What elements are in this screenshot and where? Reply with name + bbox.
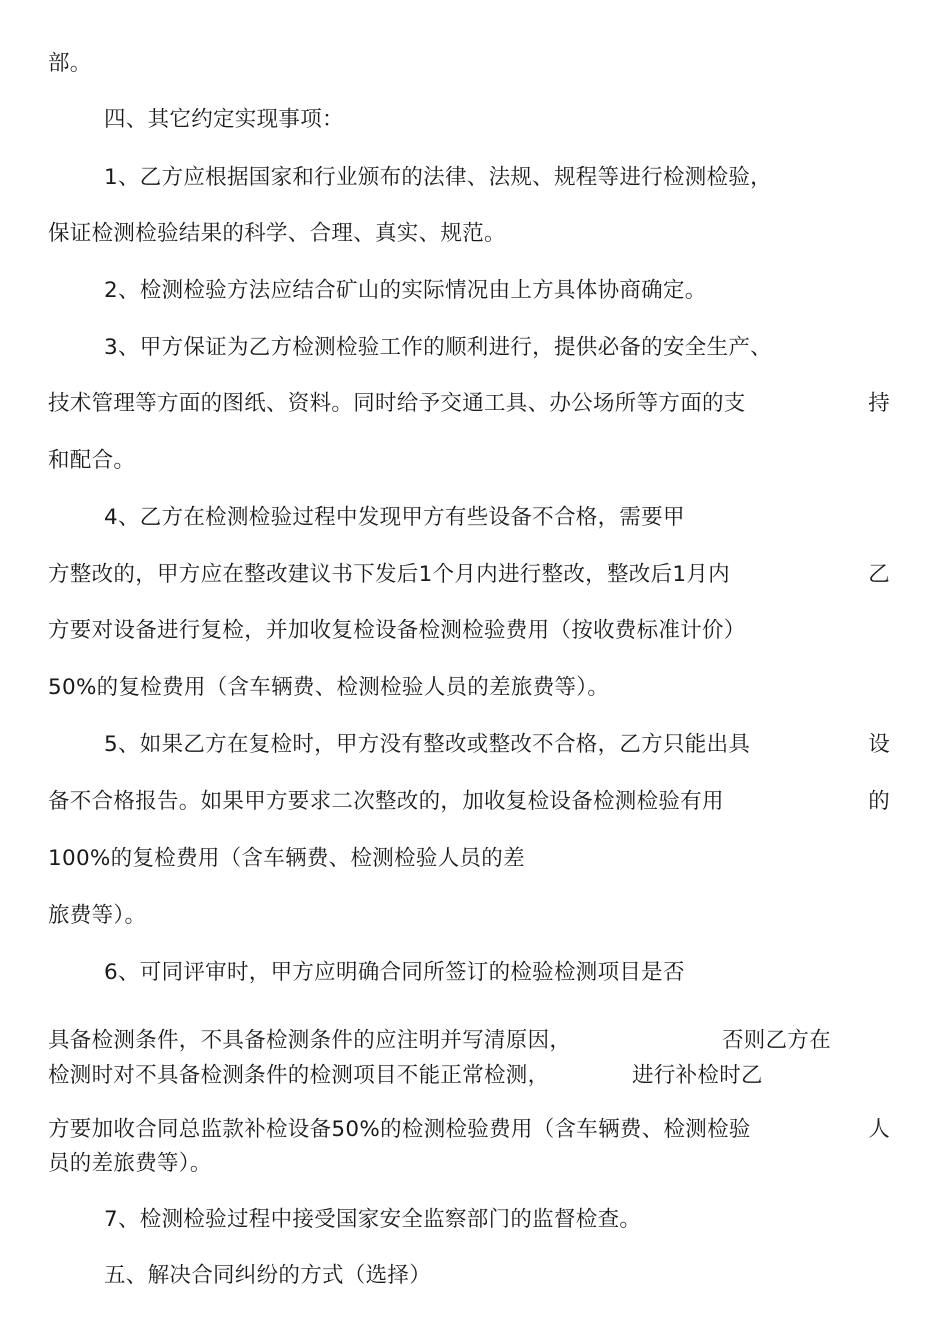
clause-2-line-1: 2、检测检验方法应结合矿山的实际情况由上方具体协商确定。 (104, 278, 707, 303)
clause-6-line-2-end: 否则乙方在 (722, 1028, 832, 1053)
clause-3-line-3: 和配合。 (48, 448, 136, 473)
clause-4-line-2 (48, 561, 890, 589)
clause-5-line-4: 旅费等）。 (48, 903, 147, 928)
clause-4-line-2-main: 方整改的，甲方应在整改建议书下发后1个月内进行整改，整改后1月内 (48, 562, 730, 587)
clause-5-line-2-main: 备不合格报告。如果甲方要求二次整改的，加收复检设备检测检验有用 (48, 789, 724, 814)
text-line: 部。 (48, 51, 92, 76)
clause-6-line-1: 6、可同评审时，甲方应明确合同所签订的检验检测项目是否 (104, 960, 685, 985)
clause-6-line-4-main: 方要加收合同总监款补检设备50%的检测检验费用（含车辆费、检测检验 (48, 1117, 751, 1142)
clause-3-line-1: 3、甲方保证为乙方检测检验工作的顺利进行，提供必备的安全生产、 (104, 335, 772, 360)
clause-5-line-3: 100%的复检费用（含车辆费、检测检验人员的差 (48, 846, 525, 871)
clause-4-line-4: 50%的复检费用（含车辆费、检测检验人员的差旅费等）。 (48, 675, 610, 700)
clause-5-line-2-end: 的 (868, 789, 890, 814)
clause-4-line-2-end: 乙 (868, 562, 890, 587)
section-heading-four: 四、其它约定实现事项： (104, 107, 344, 132)
clause-3-line-2-main: 技术管理等方面的图纸、资料。同时给予交通工具、办公场所等方面的支 (48, 391, 746, 416)
clause-6-line-5: 员的差旅费等）。 (48, 1151, 212, 1176)
clause-5-line-1-end: 设 (868, 732, 890, 757)
clause-5-line-2 (48, 788, 890, 816)
clause-1-line-1: 1、乙方应根据国家和行业颁布的法律、法规、规程等进行检测检验， (104, 165, 772, 190)
clause-6-line-3: 检测时对不具备检测条件的检测项目不能正常检测， (48, 1063, 550, 1088)
clause-3-line-2-end: 持 (868, 391, 890, 416)
clause-6-line-3-end: 进行补检时乙 (632, 1063, 763, 1088)
clause-5-line-1 (104, 731, 890, 759)
clause-5-line-1-main: 5、如果乙方在复检时，甲方没有整改或整改不合格，乙方只能出具 (104, 732, 751, 757)
clause-7-line-1: 7、检测检验过程中接受国家安全监察部门的监督检查。 (104, 1207, 642, 1232)
clause-4-line-3: 方要对设备进行复检，并加收复检设备检测检验费用（按收费标准计价） (48, 618, 746, 643)
clause-1-line-2: 保证检测检验结果的科学、合理、真实、规范。 (48, 221, 506, 246)
clause-6-line-4-end: 人 (868, 1117, 890, 1142)
clause-6-line-4 (48, 1116, 890, 1144)
clause-6-line-2: 具备检测条件，不具备检测条件的应注明并写清原因， (48, 1028, 572, 1053)
clause-3-line-2 (48, 390, 890, 418)
section-heading-five: 五、解决合同纠纷的方式（选择） (104, 1263, 432, 1288)
clause-4-line-1: 4、乙方在检测检验过程中发现甲方有些设备不合格，需要甲 (104, 505, 685, 530)
